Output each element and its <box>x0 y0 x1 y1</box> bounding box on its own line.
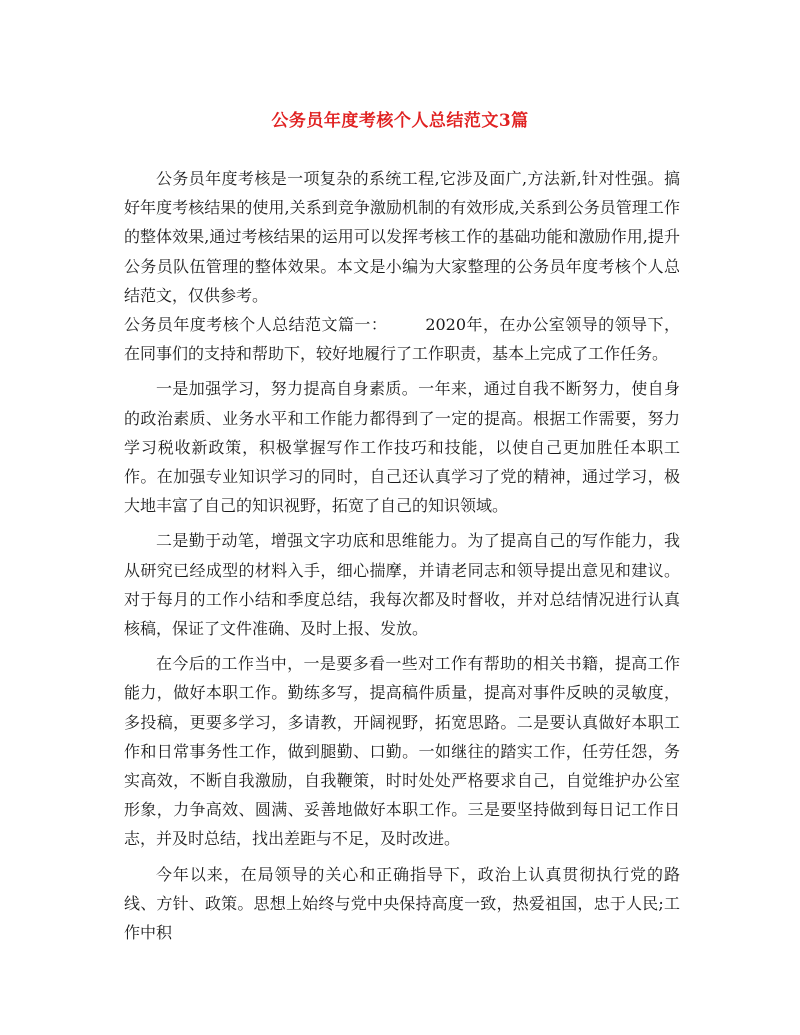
body-paragraph-1: 一是加强学习，努力提高自身素质。一年来，通过自我不断努力，使自身的政治素质、业务水平和工作能力都得到了一定的提高。根据工作需要，努力学习税收新政策，积极掌握写作工作技巧和技能，以使自己更加胜任本职工作。在加强专业知识学习的同时，自己还认真学习了党的精神，通过学习，极大地丰富了自己的知识视野，拓宽了自己的知识领域。 <box>124 379 680 516</box>
intro-paragraph: 公务员年度考核是一项复杂的系统工程,它涉及面广,方法新,针对性强。搞好年度考核结果的使用,关系到竞争激励机制的有效形成,关系到公务员管理工作的整体效果,通过考核结果的运用可以发挥考核工作的基础功能和激励作用,提升公务员队伍管理的整体效果。本文是小编为大家整理的公务员年度考核个人总结范文，仅供参考。 <box>124 169 680 305</box>
section-heading: 公务员年度考核个人总结范文篇一： <box>124 315 388 335</box>
body-paragraph-2: 二是勤于动笔，增强文字功底和思维能力。为了提高自己的写作能力，我从研究已经成型的材料入手，细心揣摩，并请老同志和领导提出意见和建议。对于每月的工作小结和季度总结，我每次都及时督收，并对总结情况进行认真核稿，保证了文件准确、及时上报、发放。 <box>124 531 680 639</box>
document-body <box>124 164 680 953</box>
body-paragraph-4: 今年以来，在局领导的关心和正确指导下，政治上认真贯彻执行党的路线、方针、政策。思想上始终与党中央保持高度一致，热爱祖国，忠于人民;工作中积 <box>124 864 680 943</box>
document-title: 公务员年度考核个人总结范文3篇 <box>271 111 529 131</box>
section-paragraph <box>124 310 680 368</box>
body-paragraph-3: 在今后的工作当中，一是要多看一些对工作有帮助的相关书籍，提高工作能力，做好本职工作。勤练多写，提高稿件质量，提高对事件反映的灵敏度，多投稿，更要多学习，多请教，开阔视野，拓宽思路。二是要认真做好本职工作和日常事务性工作，做到腿勤、口勤。一如继往的踏实工作，任劳任怨，务实高效，不断自我激励，自我鞭策，时时处处严格要求自己，自觉维护办公室形象，力争高效、圆满、妥善地做好本职工作。三是要坚持做到每日记工作日志，并及时总结，找出差距与不足，及时改进。 <box>124 654 680 849</box>
section-lead: 2020年，在办公室领导的领导下，在同事们的支持和帮助下，较好地履行了工作职责，基本上完成了工作任务。 <box>124 315 680 364</box>
